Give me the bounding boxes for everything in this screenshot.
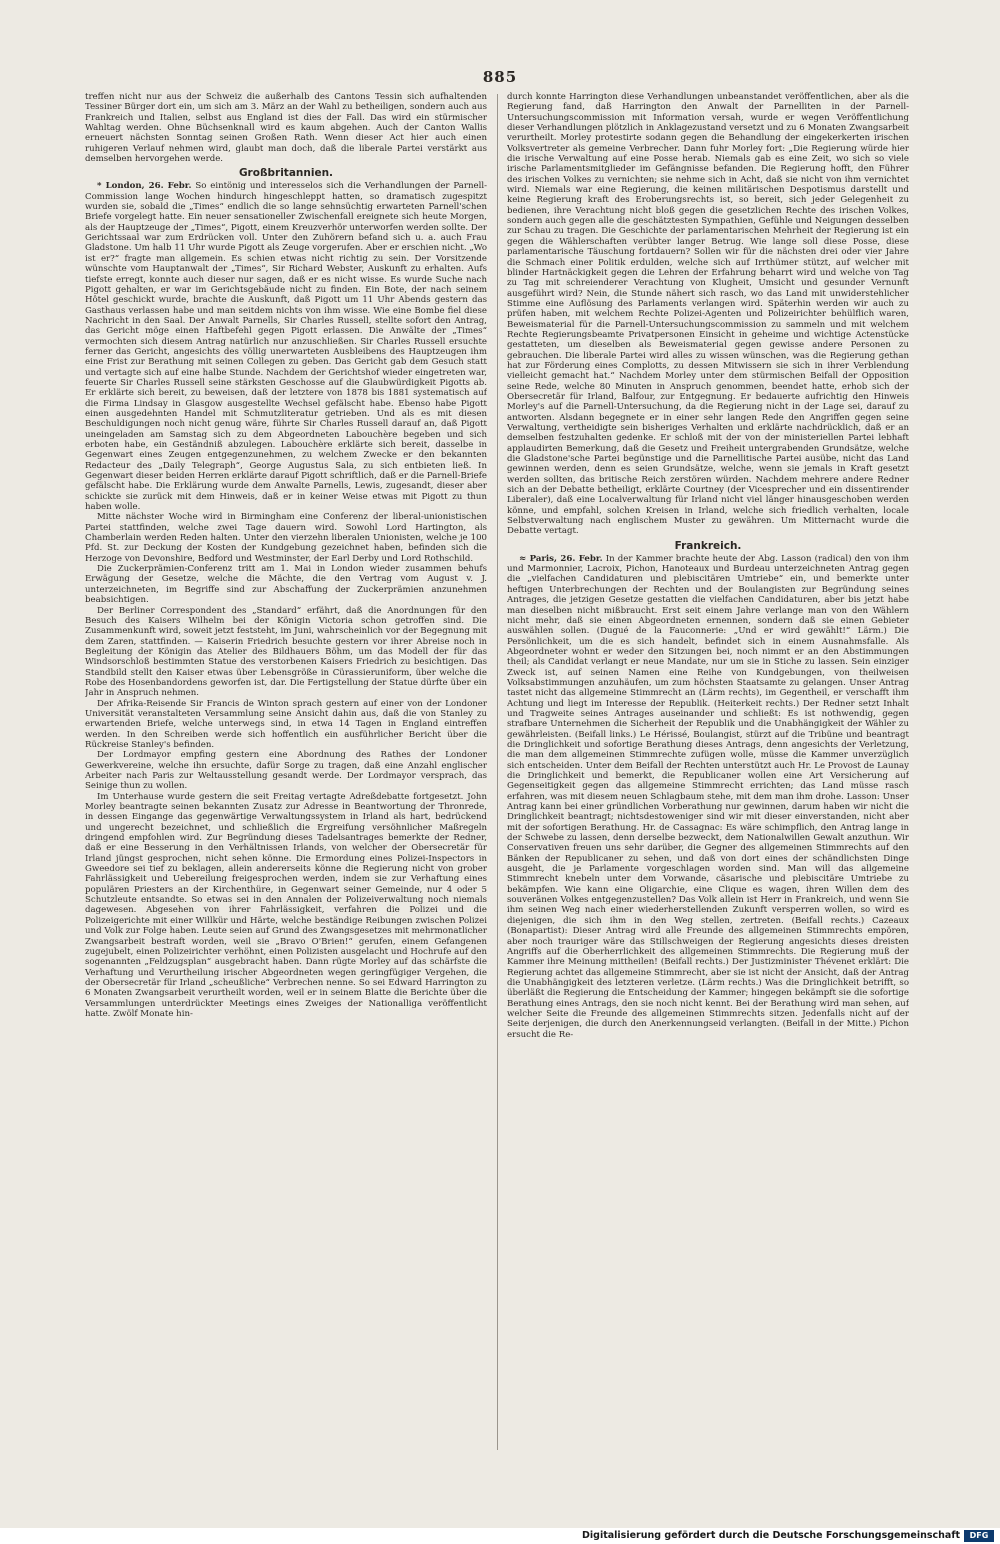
paris-dateline: ≈ Paris, 26. Febr. [519, 553, 603, 564]
funding-credit: Digitalisierung gefördert durch die Deutsche Forschungsgemeinschaft [582, 1530, 960, 1541]
dfg-logo-icon: DFG [964, 1530, 994, 1542]
london-dateline: * London, 26. Febr. [97, 181, 192, 192]
intro-paragraph: treffen nicht nur aus der Schweiz die außerhalb des Cantons Tessin sich aufhaltenden Tessiner Bürger dort ein, um sich am 3. März an der Wahl zu betheiligen, sondern auch aus Frankreich und Italien, selbst aus England ist dies der Fall. Das wird ein stürmischer Wahltag werden. Ohne Büchsenknall wird es kaum abgehen. Auch der Canton Wallis erneuert nächsten Sonntag seinen Großen Rath. Wenn dieser Act hier auch einen ruhigeren Verlauf nehmen wird, glaubt man doch, daß die liberale Partei verstärkt aus demselben hervorgehen werde. [85, 92, 487, 165]
section-title-frankreich: Frankreich. [674, 539, 742, 552]
right-column [507, 92, 909, 1454]
section-title-grossbritannien: Großbritannien. [238, 167, 334, 180]
footer-bar [0, 1528, 1000, 1544]
paragraph-zuckerpraemien: Die Zuckerprämien-Conferenz tritt am 1. Mai in London wieder zusammen behufs Erwägung der Gesetze, welche die Mächte, die den Vertrag vom August v. J. unterzeichneten, im Begriffe sind zur Abschaffung der Zuckerprämien anzunehmen beabsichtigen. [85, 564, 487, 606]
paragraph-standard: Der Berliner Correspondent des „Standard“ erfährt, daß die Anordnungen für den Besuch des Kaisers Wilhelm bei der Königin Victoria schon getroffen sind. Die Zusammenkunft wird, soweit jetzt feststeht, im Juni, wahrscheinlich vor der Begegnung mit dem Zaren, stattfinden. — Kaiserin Friedrich besuchte gestern vor ihrer Abreise noch in Begleitung der Königin das Atelier des Bildhauers Böhm, um das Modell der für das Windsorschloß bestimmten Statue des verstorbenen Kaisers Friedrich zu besichtigen. Das Standbild stellt den Kaiser etwas über Lebensgröße in Cürassieruniform, über welche die Robe des Hosenbandordens geworfen ist, dar. Die Fertigstellung der Statue dürfte über ein Jahr in Anspruch nehmen. [85, 605, 487, 699]
page-number: 885 [482, 68, 518, 86]
paragraph-continuation: durch konnte Harrington diese Verhandlungen unbeanstandet veröffentlichen, aber als die Regierung fand, daß Harrington den Anwalt der Parnelliten in der Parnell-Untersuchungscommission mit Information versah, wurde er wegen Veröffentlichung dieser Verhandlungen plötzlich in Anklagezustand versetzt und zu 6 Monaten Zwangsarbeit verurtheilt. Morley protestirte sodann gegen die Behandlung der eingekerkerten irischen Volksvertreter als gemeine Verbrecher. Dann fuhr Morley fort: „Die Regierung würde hier die irische Verwaltung auf eine Posse herab. Niemals gab es eine Zeit, wo sich so viele irische Parlamentsmitglieder im Gefängnisse befanden. Die Regierung hofft, den Führer des irischen Volkes zu vernichten; sie nehme sich in Acht, daß sie nicht von ihm vernichtet wird. Niemals war eine Regierung, die keinen militärischen Despotismus darstellt und keine Regierung kraft des Eroberungsrechts ist, so bereit, sich jeder Gelegenheit zu bedienen, ihre Verachtung nicht bloß gegen die gesetzlichen Rechte des irischen Volkes, sondern auch gegen alle die geschätztesten Sympathien, Gefühle und Neigungen desselben zur Schau zu tragen. Die Geschichte der parlamentarischen Mehrheit der Regierung ist ein gegen die Wählerschaften verübter langer Betrug. Wie lange soll diese Posse, diese parlamentarische Täuschung fortdauern? Sollen wir für die nächsten drei oder vier Jahre die Schmach einer Politik erdulden, welche sich auf Irrthümer stützt, auf welcher mit blinder Hartnäckigkeit gegen die Lehren der Erfahrung beharrt wird und welche von Tag zu Tag mit schreienderer Verachtung von Klugheit, Umsicht und gesunder Vernunft ausgeführt wird? Nein, die Stunde nähert sich rasch, wo das Land mit unwiderstehlicher Stimme eine Auflösung des Parlaments verlangen wird. Späterhin werden wir auch zu prüfen haben, mit welchem Rechte Polizei-Agenten und Polizeirichter behülflich waren, Beweismaterial für die Parnell-Untersuchungscommission zu sammeln und mit welchem Rechte Regierungsbeamte Privatpersonen Einsicht in geheime und wichtige Actenstücke gestatteten, um dieselben als Beweismaterial gegen gewisse andere Personen zu gebrauchen. Die liberale Partei wird alles zu wissen wünschen, was die Regierung gethan hat zur Förderung eines Complotts, zu dessen Mitwissern sie sich in ihrer Verblendung vielleicht gemacht hat.“ Nachdem Morley unter dem stürmischen Beifall der Opposition seine Rede, welche 80 Minuten in Anspruch genommen, beendet hatte, erhob sich der Obersecretär für Irland, Balfour, zur Entgegnung. Er bedauerte aufrichtig den Hinweis Morley's auf die Parnell-Untersuchung, da die Regierung nicht in der Lage sei, darauf zu antworten. Alsdann begegnete er in einer sehr langen Rede den Angriffen gegen seine Verwaltung, vertheidigte sein bisheriges Verhalten und erklärte nachdrücklich, daß er an demselben festzuhalten gedenke. Er schloß mit der von der ministeriellen Partei lebhaft applaudirten Bemerkung, daß die Gesetz und Freiheit untergrabenden Grundsätze, welche die Gladstone'sche Partei begünstige und die Parnellitische Partei ausübe, nicht das Land gewinnen werden, denn es seien Grundsätze, welche, wenn sie jemals in Kraft gesetzt werden sollten, das britische Reich zerstören würden. Nachdem mehrere andere Redner sich an der Debatte betheiligt, erklärte Courtney (der Vicesprecher und ein dissentirender Liberaler), daß eine Localverwaltung für Irland nicht viel länger hinausgeschoben werden könne, und empfahl, solchen Kreisen in Irland, welche sich friedlich verhalten, locale Selbstverwaltung nach englischem Muster zu gewähren. Um Mitternacht wurde die Debatte vertagt. [507, 92, 909, 537]
left-column [85, 92, 487, 1454]
paragraph-unterhaus: Im Unterhause wurde gestern die seit Freitag vertagte Adreßdebatte fortgesetzt. John Morley beantragte seinen bekannten Zusatz zur Adresse in Beantwortung der Thronrede, in dessen Eingange das gegenwärtige Verwaltungssystem in Irland als hart, bedrückend und ungerecht bezeichnet, und schließlich die Ergreifung versöhnlicher Maßregeln dringend empfohlen wird. Zur Begründung dieses Tadelsantrages bemerkte der Redner, daß er eine Besserung in den Verhältnissen Irlands, von welcher der Obersecretär für Irland jüngst gesprochen, nicht sehen könne. Die Ermordung eines Polizei-Inspectors in Gweedore sei tief zu beklagen, allein andererseits könne die Regierung nicht von grober Fahrlässigkeit und Uebereilung freigesprochen werden, indem sie zur Verhaftung eines populären Priesters an der Kirchenthüre, in Gegenwart seiner Gemeinde, nur 4 oder 5 Schutzleute entsandte. So etwas sei in den Annalen der Polizeiverwaltung noch niemals dagewesen. Abgesehen von ihrer Fahrlässigkeit, verfahren die Polizei und die Polizeigerichte mit einer Willkür und Härte, welche beständige Reibungen zwischen Polizei und Volk zur Folge haben. Leute seien auf Grund des Zwangsgesetzes mit mehrmonatlicher Zwangsarbeit bestraft worden, weil sie „Bravo O'Brien!“ gerufen, einem Gefangenen zugejubelt, einen Polizeirichter verhöhnt, einen Polizisten ausgelacht und Hochrufe auf den sogenannten „Feldzugsplan“ ausgebracht haben. Dann rügte Morley auf das schärfste die Verhaftung und Verurtheilung irischer Abgeordneten wegen geringfügiger Vergehen, die der Obersecretär für Irland „scheußliche“ Verbrechen nenne. So sei Edward Harrington zu 6 Monaten Zwangsarbeit verurtheilt worden, weil er in seinem Blatte die Berichte über die Versammlungen unterdrückter Meetings eines Zweiges der Nationalliga veröffentlicht hatte. Zwölf Monate hin- [85, 791, 487, 1019]
london-article [85, 181, 487, 512]
paris-text: In der Kammer brachte heute der Abg. Lasson (radical) den von ihm und Marmonnier, Lacroix, Pichon, Hanoteaux und Burdeau unterzeichneten Antrag gegen die „vielfachen Candidaturen und plebiscitären Umtriebe“ ein, und bemerkte unter heftigen Unterbrechungen der Rechten und der Boulangisten zur Begründung seines Antrages, die jetzigen Gesetze gestatten die vielfachen Candidaturen, aber bis jetzt habe man dieselben nicht mißbraucht. Erst seit einem Jahre verlange man von den Wählern nicht mehr, daß sie einen Abgeordneten ernennen, sondern daß sie einen Gebieter auswählen sollen. (Dugué de la Fauconnerie: „Und er wird gewählt!“ Lärm.) Die Persönlichkeit, um die es sich handelt, befindet sich in einem Ausnahmsfalle. Als Abgeordneter wohnt er weder den Sitzungen bei, noch nimmt er an den Abstimmungen theil; als Candidat verlangt er neue Mandate, nur um sie in Stiche zu lassen. Sein einziger Zweck ist, auf seinen Namen eine Reihe von Kundgebungen, von theilweisen Volksabstimmungen anzuhäufen, um zum höchsten Staatsamte zu gelangen. Unser Antrag tastet nicht das allgemeine Stimmrecht an (Lärm rechts), im Gegentheil, er verschafft ihm Achtung und liegt im Interesse der Republik. (Heiterkeit rechts.) Der Redner setzt Inhalt und Tragweite seines Antrages auseinander und schließt: Es ist nothwendig, gegen strafbare Unternehmen die Sicherheit der Republik und die Unabhängigkeit der Wähler zu gewährleisten. (Beifall links.) Le Hérissé, Boulangist, stürzt auf die Tribüne und beantragt die Dringlichkeit und sofortige Berathung dieses Antrags, denn angesichts der Verletzung, die man dem allgemeinen Stimmrechte zufügen wolle, müsse die Kammer unverzüglich sich entscheiden. Unter dem Beifall der Rechten unterstützt auch Hr. Le Provost de Launay die Dringlichkeit und bemerkt, die Republicaner wollen eine Art Versicherung auf Gegenseitigkeit gegen das allgemeine Stimmrecht errichten; das Land müsse rasch erfahren, was mit diesem neuen Schlagbaum stehe, mit dem man ihm drohe. Lasson: Unser Antrag kann bei einer gründlichen Vorberathung nur gewinnen, darum haben wir nicht die Dringlichkeit beantragt; nichtsdestoweniger sind wir mit dieser einverstanden, nicht aber mit der sofortigen Berathung. Hr. de Cassagnac: Es wäre schimpflich, den Antrag lange in der Schwebe zu lassen, denn derselbe bezweckt, dem Nationalwillen Gewalt anzuthun. Wir Conservativen freuen uns sehr darüber, die Gegner des allgemeinen Stimmrechts auf den Bänken der Republicaner zu sehen, und daß von dort eines der schändlichsten Dinge ausgeht, die je Parlamente vorgeschlagen worden sind. Man will das allgemeine Stimmrecht knebeln unter dem Vorwande, cäsarische und plebiscitäre Umtriebe zu bekämpfen. Wie kann eine Oligarchie, eine Clique es wagen, ihren Willen dem des souveränen Volkes entgegenzustellen? Das Volk allein ist Herr in Frankreich, und wenn Sie ihm seinen Weg nach einer wiederherstellenden Zukunft versperren wollen, so wird es diejenigen, die sich ihm in den Weg stellen, zertreten. (Beifall rechts.) Cazeaux (Bonapartist): Dieser Antrag wird alle Freunde des allgemeinen Stimmrechts empören, aber noch trauriger wäre das Stillschweigen der Regierung angesichts dieses dreisten Angriffs auf die Oberherrlichkeit des allgemeinen Stimmrechts. Die Regierung muß der Kammer ihre Meinung mittheilen! (Beifall rechts.) Der Justizminister Thévenet erklärt: Die Regierung achtet das allgemeine Stimmrecht, aber sie ist nicht der Ansicht, daß der Antrag die Unabhängigkeit des letzteren verletze. (Lärm rechts.) Was die Dringlichkeit betrifft, so überläßt die Regierung die Entscheidung der Kammer; hingegen bekämpft sie die sofortige Berathung eines Antrags, den sie noch nicht kennt. Bei der Berathung wird man sehen, auf welcher Seite die Freunde des allgemeinen Stimmrechts sitzen. Jedenfalls nicht auf der Seite derjenigen, die durch den Anerkennungseid verlangten. (Beifall in der Mitte.) Pichon ersucht die Re- [507, 553, 909, 1040]
paragraph-africa: Der Afrika-Reisende Sir Francis de Winton sprach gestern auf einer von der Londoner Universität veranstalteten Versammlung seine Ansicht dahin aus, daß die von Stanley zu erwartenden Briefe, welche unterwegs sind, in etwa 14 Tagen in England eintreffen werden. In den Schreiben werde sich hoffentlich ein ausführlicher Bericht über die Rückreise Stanley's befinden. [85, 698, 487, 750]
paris-article [507, 554, 909, 1040]
paragraph-birmingham: Mitte nächster Woche wird in Birmingham eine Conferenz der liberal-unionistischen Partei stattfinden, welche zwei Tage dauern wird. Sowohl Lord Hartington, als Chamberlain werden Reden halten. Unter den vierzehn liberalen Unionisten, welche je 100 Pfd. St. zur Deckung der Kosten der Kundgebung gezeichnet haben, befinden sich die Herzoge von Devonshire, Bedford und Westminster, der Earl Derby und Lord Rothschild. [85, 512, 487, 564]
paragraph-lordmayor: Der Lordmayor empfing gestern eine Abordnung des Rathes der Londoner Gewerkvereine, welche ihn ersuchte, dafür Sorge zu tragen, daß eine Anzahl englischer Arbeiter nach Paris zur Weltausstellung gesandt werde. Der Lordmayor versprach, das Seinige thun zu wollen. [85, 750, 487, 792]
column-divider [497, 94, 498, 1450]
london-text: So eintönig und interesselos sich die Verhandlungen der Parnell-Commission lange Wochen hindurch hingeschleppt hatten, so dramatisch zugespitzt wurden sie, sobald die „Times“ endlich die so lange sehnsüchtig erwarteten Parnell'schen Briefe vorgelegt hatte. Ein neuer sensationeller Zwischenfall ereignete sich heute Morgen, als der Hauptzeuge der „Times“, Pigott, einem Kreuzverhör unterworfen werden sollte. Der Gerichtssaal war zum Erdrücken voll. Unter den Zuhörern befand sich u. a. auch Frau Gladstone. Um halb 11 Uhr wurde Pigott als Zeuge vorgerufen. Aber er erschien nicht. „Wo ist er?“ fragte man allgemein. Es schien etwas nicht richtig zu sein. Der Vorsitzende wünschte vom Hauptanwalt der „Times“, Sir Richard Webster, Auskunft zu erhalten. Aufs tiefste erregt, konnte auch dieser nur sagen, daß er es nicht wisse. Es wurde Suche nach Pigott gehalten, er war im Gerichtsgebäude nicht zu finden. Ein Bote, der nach seinem Hôtel geschickt wurde, brachte die Auskunft, daß Pigott um 11 Uhr Abends gestern das Gasthaus verlassen habe und man seitdem nichts von ihm wisse. Wie eine Bombe fiel diese Nachricht in den Saal. Der Anwalt Parnells, Sir Charles Russell, stellte sofort den Antrag, das Gericht möge einen Haftbefehl gegen Pigott erlassen. Die Anwälte der „Times“ vermochten sich diesem Antrag natürlich nur anzuschließen. Sir Charles Russell ersuchte ferner das Gericht, angesichts des völlig unerwarteten Ausbleibens des Hauptzeugen ihm eine Frist zur Berathung mit seinen Collegen zu geben. Das Gericht gab dem Gesuch statt und vertagte sich auf eine halbe Stunde. Nachdem der Gerichtshof wieder eingetreten war, feuerte Sir Charles Russell seine stärksten Geschosse auf die Glaubwürdigkeit Pigotts ab. Er erklärte sich bereit, zu beweisen, daß der letztere von 1878 bis 1881 systematisch auf die Firma Lindsay in Glasgow ausgestellte Wechsel gefälscht habe. Ebenso habe Pigott einen ausgedehnten Handel mit Schmutzliteratur getrieben. Und als es mit diesen Beschuldigungen noch nicht genug wäre, führte Sir Charles Russell darauf an, daß Pigott uneingeladen am Samstag sich zu dem Abgeordneten Labouchère begeben und sich erboten habe, ein Geständniß abzulegen. Labouchère erklärte sich bereit, dasselbe in Gegenwart eines Zeugen entgegenzunehmen, zu welchem Zwecke er den bekannten Redacteur des „Daily Telegraph“, George Augustus Sala, zu sich entbieten ließ. In Gegenwart dieser beiden Herren erklärte darauf Pigott schriftlich, daß er die Parnell-Briefe gefälscht habe. Die Erklärung wurde dem Anwalte Parnells, Lewis, zugesandt, dieser aber schickte sie zurück mit dem Hinweis, daß er in keiner Weise etwas mit Pigott zu thun haben wolle. [85, 181, 487, 513]
